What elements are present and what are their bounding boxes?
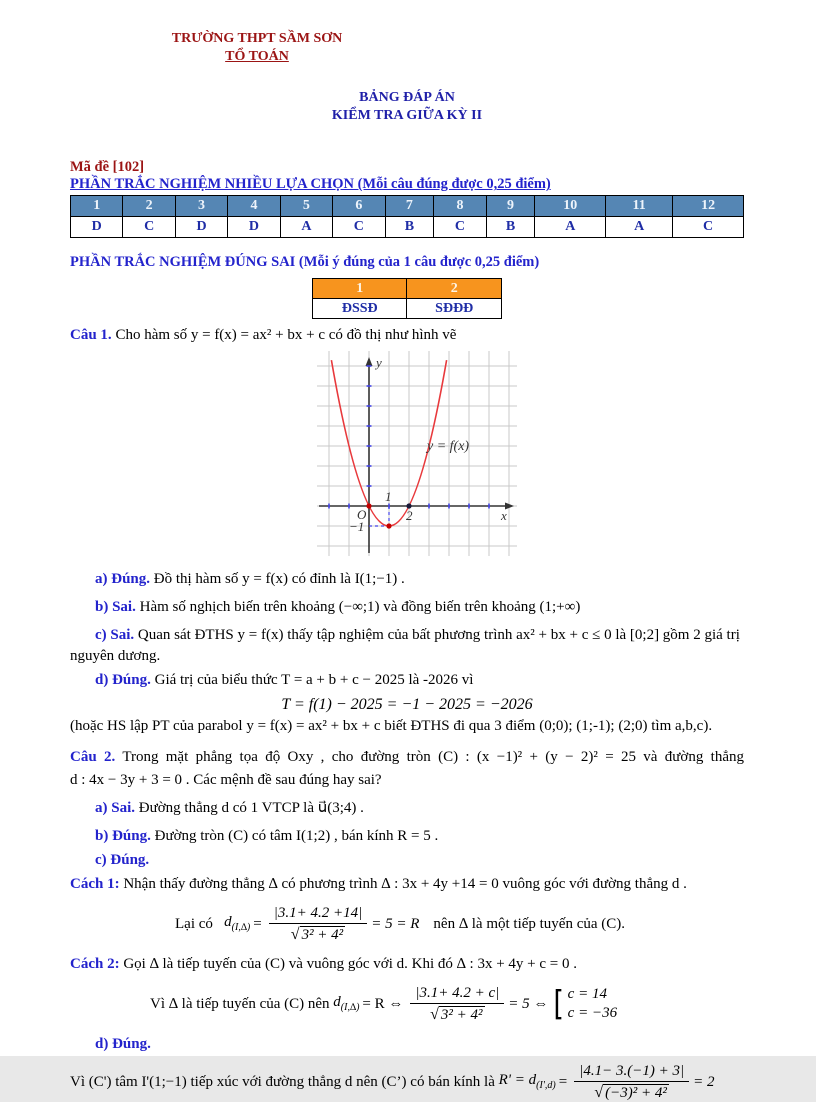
solution-cases	[552, 985, 617, 1023]
method2	[70, 954, 744, 976]
q1-item-a	[70, 569, 744, 591]
mcq-header-row	[71, 196, 744, 217]
formula-prefix: Vì ∆ là tiếp tuyến của (C) nên	[150, 995, 330, 1012]
question2-heading: Câu 2.	[70, 748, 116, 765]
q1-item-a-text: Đồ thị hàm số y = f(x) có đỉnh là I(1;−1) .	[153, 571, 405, 588]
fraction	[410, 984, 504, 1024]
title-line2: KIỂM TRA GIỮA KỲ II	[331, 108, 483, 124]
formula-result: = 5 ⇔	[508, 995, 549, 1012]
mcq-answer-cell: C	[434, 217, 486, 238]
mcq-answer-cell: A	[535, 217, 606, 238]
tf-header-cell: 1	[313, 279, 407, 299]
cases-bracket: [	[553, 983, 565, 1024]
q2-item-b-label: b) Đúng.	[95, 827, 151, 844]
radius-symbol: $R' = d_{(I',d)}$	[498, 1072, 556, 1092]
sqrt-symbol: √	[430, 1005, 439, 1023]
q2-intro-line1	[70, 746, 744, 769]
q1-item-b-text: Hàm số nghịch biến trên khoảng (−∞;1) và đồng biến trên khoảng (1;+∞)	[139, 598, 581, 615]
q2-item-d-proof	[70, 1062, 744, 1102]
q1-item-b	[70, 597, 744, 619]
fraction-numerator: |3.1+ 4.2 +14|	[269, 904, 368, 924]
q2-item-d	[70, 1034, 744, 1056]
exam-code: Mã đề [102]	[70, 159, 145, 176]
distance-symbol: $d_{(I,\Delta)}$	[333, 994, 360, 1014]
q1-item-d-text: Giá trị của biểu thức T = a + b + c − 2025 là -2026 vì	[154, 672, 474, 689]
formula-prefix: Lại có	[175, 915, 213, 932]
mcq-header-cell: 10	[535, 196, 606, 217]
formula-result: = 5 = R	[371, 915, 420, 932]
mcq-answer-cell: D	[71, 217, 123, 238]
q1-item-b-label: b) Sai.	[95, 598, 136, 615]
q1-item-d-label: d) Đúng.	[95, 672, 151, 689]
tf-answer-cell: SĐĐĐ	[407, 299, 502, 319]
curve-label: y = f(x)	[427, 439, 470, 455]
mcq-header-cell: 7	[385, 196, 434, 217]
mcq-header-cell: 8	[434, 196, 486, 217]
equivalence-sign: = R ⇔	[362, 995, 404, 1012]
point-vertex	[386, 524, 391, 529]
tf-answer-row	[313, 299, 502, 319]
fraction-denominator: √ 3² + 4²	[430, 1005, 483, 1023]
mcq-answer-cell: C	[123, 217, 175, 238]
q2-intro-text: Trong mặt phẳng tọa độ Oxy , cho đường tròn (C) : (x −1)² + (y − 2)² = 25 và đường thẳng	[122, 748, 744, 765]
equals-sign: =	[558, 1073, 568, 1090]
mcq-answer-cell: B	[486, 217, 535, 238]
mcq-header-cell: 5	[280, 196, 332, 217]
q1-equation: T = f(1) − 2025 = −1 − 2025 = −2026	[281, 695, 533, 713]
mcq-header-cell: 6	[333, 196, 385, 217]
q2-item-d-label: d) Đúng.	[95, 1036, 151, 1052]
mcq-answer-cell: A	[280, 217, 332, 238]
q2-item-c-label: c) Đúng.	[95, 852, 150, 869]
q1-item-a-label: a) Đúng.	[95, 571, 151, 588]
case-1: c = 14	[567, 986, 607, 1003]
grid-lines	[317, 351, 517, 556]
root-label: 2	[406, 508, 413, 524]
distance-symbol: $d_{(I,\Delta)}$	[224, 914, 251, 934]
fraction-denominator: √ 3² + 4²	[290, 925, 344, 943]
q2-item-c	[70, 850, 744, 872]
question1-text: Cho hàm số y = f(x) = ax² + bx + c có đồ thị như hình vẽ	[115, 327, 457, 344]
mcq-header-cell: 3	[175, 196, 227, 217]
formula-conclusion: nên ∆ là một tiếp tuyến của (C).	[433, 915, 626, 932]
q2-item-a	[70, 798, 744, 820]
document-title	[70, 89, 744, 125]
fraction-denominator: √ (−3)² + 4²	[594, 1083, 667, 1101]
parabola-figure	[70, 351, 744, 563]
q2-item-a-label: a) Sai.	[95, 799, 136, 816]
mcq-answer-cell: C	[333, 217, 385, 238]
parabola-graph	[317, 351, 517, 558]
mcq-answer-row	[71, 217, 744, 238]
method2-formula	[150, 984, 744, 1024]
method1-label: Cách 1:	[70, 876, 120, 893]
mcq-answer-cell: D	[228, 217, 280, 238]
q1-item-c-text: Quan sát ĐTHS y = f(x) thấy tập nghiệm của bất phương trình ax² + bx + c ≤ 0 là [0;2] gồm 2 giá trị nguyên dương.	[70, 626, 740, 665]
y-axis-arrow	[366, 357, 373, 366]
x-axis-label: x	[501, 508, 507, 524]
mcq-section-title: PHẦN TRẮC NGHIỆM NHIỀU LỰA CHỌN (Mỗi câu đúng được 0,25 điểm)	[70, 176, 551, 193]
q1-note: (hoặc HS lập PT của parabol y = f(x) = ax² + bx + c biết ĐTHS đi qua 3 điểm (0;0); (1;-1); (2;0) tìm a,b,c).	[70, 717, 713, 734]
q1-item-d	[70, 670, 744, 692]
title-line1: BẢNG ĐÁP ÁN	[359, 90, 455, 105]
sqrt-symbol: √	[290, 925, 300, 943]
q2-intro-line2: d : 4x − 3y + 3 = 0 . Các mệnh đề sau đúng hay sai?	[70, 772, 382, 789]
q2-item-b-text: Đường tròn (C) có tâm I(1;2) , bán kính R = 5 .	[154, 827, 439, 844]
method1-formula	[175, 904, 744, 944]
q2-item-b	[70, 826, 744, 848]
fraction	[269, 904, 368, 944]
mcq-answer-cell: B	[385, 217, 434, 238]
mcq-answer-cell: A	[606, 217, 673, 238]
school-name: TRƯỜNG THPT SẦM SƠN	[171, 31, 343, 46]
vertex-dashed-lines	[369, 506, 389, 526]
tf-header-cell: 2	[407, 279, 502, 299]
mcq-header-cell: 11	[606, 196, 673, 217]
mcq-answer-cell: D	[175, 217, 227, 238]
equals-sign: =	[253, 915, 262, 932]
tf-section-title: PHẦN TRẮC NGHIỆM ĐÚNG SAI (Mỗi ý đúng của 1 câu được 0,25 điểm)	[70, 254, 540, 271]
q1-item-c	[70, 625, 744, 669]
point-origin	[366, 504, 371, 509]
vertex-y-label: −1	[349, 519, 365, 535]
mcq-header-cell: 9	[486, 196, 535, 217]
department-name: TỔ TOÁN	[225, 48, 289, 64]
mcq-header-cell: 12	[673, 196, 744, 217]
sqrt-symbol: √	[594, 1083, 604, 1101]
method1	[70, 874, 744, 896]
mcq-answer-cell: C	[673, 217, 744, 238]
method2-text: Gọi ∆ là tiếp tuyến của (C) và vuông góc với d. Khi đó ∆ : 3x + 4y + c = 0 .	[123, 956, 578, 973]
question1-heading: Câu 1.	[70, 327, 112, 344]
method2-label: Cách 2:	[70, 956, 120, 973]
vertex-x-label: 1	[385, 489, 392, 505]
final-result: = 2	[693, 1073, 715, 1090]
origin-label: O	[357, 507, 367, 523]
fraction	[574, 1062, 689, 1102]
final-prefix: Vì (C') tâm I'(1;−1) tiếp xúc với đường thẳng d nên (C’) có bán kính là	[70, 1073, 495, 1090]
y-axis-label: y	[376, 355, 382, 371]
mcq-header-cell: 1	[71, 196, 123, 217]
fraction-numerator: |4.1− 3.(−1) + 3|	[574, 1062, 689, 1082]
school-header	[132, 30, 382, 65]
tf-answer-cell: ĐSSĐ	[313, 299, 407, 319]
mcq-header-cell: 4	[228, 196, 280, 217]
mcq-header-cell: 2	[123, 196, 175, 217]
case-2: c = −36	[567, 1004, 618, 1021]
tf-answer-table	[312, 278, 502, 319]
q2-item-a-text: Đường thẳng d có 1 VTCP là u⃗(3;4) .	[138, 799, 364, 816]
mcq-answer-table	[70, 195, 744, 238]
method1-text: Nhận thấy đường thẳng ∆ có phương trình ∆ : 3x + 4y +14 = 0 vuông góc với đường thẳng d .	[123, 876, 687, 893]
tf-header-row	[313, 279, 502, 299]
question1-intro	[70, 325, 744, 347]
fraction-numerator: |3.1+ 4.2 + c|	[410, 984, 504, 1004]
q1-item-c-label: c) Sai.	[95, 626, 135, 643]
axes	[319, 362, 509, 553]
